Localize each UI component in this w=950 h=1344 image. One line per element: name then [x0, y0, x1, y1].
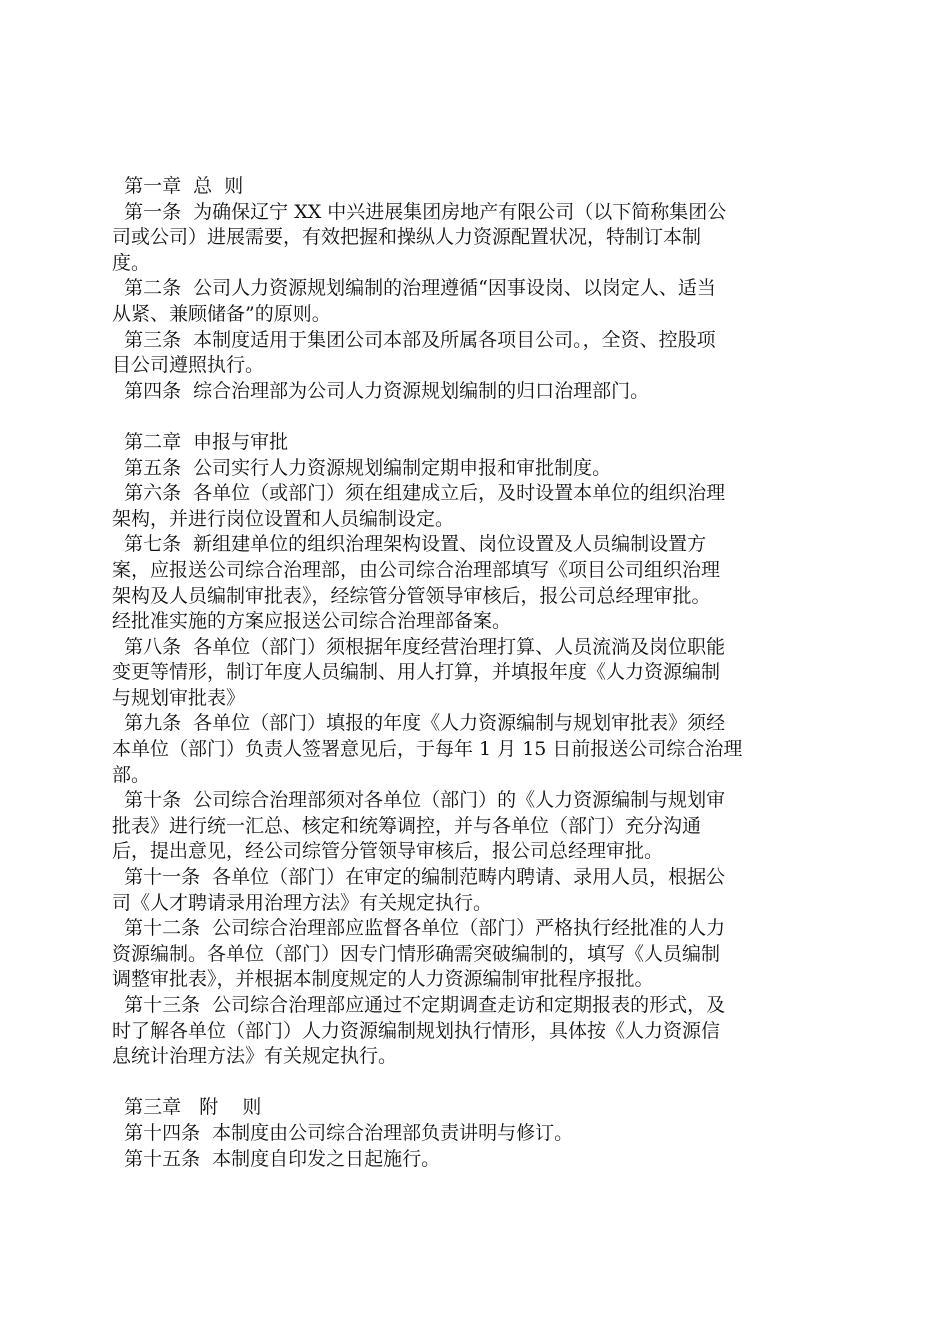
article-3-line-2: 目公司遵照执行。: [112, 354, 265, 377]
article-9-line-1: 第九条 各单位（部门）填报的年度《人力资源编制与规划审批表》须经: [112, 712, 726, 735]
article-11-line-2: 司《人才聘请录用治理方法》有关规定执行。: [112, 891, 493, 914]
article-3-line-1: 第三条 本制度适用于集团公司本部及所属各项目公司。，全资、控股项: [112, 328, 716, 351]
article-9-line-3: 部。: [112, 763, 151, 786]
article-7-line-2: 案，应报送公司综合治理部，由公司综合治理部填写《项目公司组织治理: [112, 558, 721, 581]
article-11-line-1: 第十一条 各单位（部门）在审定的编制范畴内聘请、录用人员，根据公: [112, 866, 726, 889]
article-10-line-1: 第十条 公司综合治理部须对各单位（部门）的《人力资源编制与规划审: [112, 789, 726, 812]
article-12-line-3: 调整审批表》，并根据本制度规定的人力资源编制审批程序报批。: [112, 968, 654, 991]
article-5-line-1: 第五条 公司实行人力资源规划编制定期申报和审批制度。: [112, 456, 612, 479]
article-7-line-3: 架构及人员编制审批表》，经综管分管领导审核后，报公司总经理审批。: [112, 584, 711, 607]
article-6-line-1: 第六条 各单位（或部门）须在组建成立后，及时设置本单位的组织治理: [112, 482, 726, 505]
chapter-3-heading: 第三章 附 则: [112, 1096, 262, 1119]
article-12-line-1: 第十二条 公司综合治理部应监督各单位（部门）严格执行经批准的人力: [112, 917, 726, 940]
article-2-line-2: 从紧、兼顾储备”的原则。: [112, 302, 331, 325]
article-1-line-3: 度。: [112, 251, 151, 274]
article-13-line-2: 时了解各单位（部门）人力资源编制规划执行情形，具体按《人力资源信: [112, 1019, 721, 1042]
article-2-line-1: 第二条 公司人力资源规划编制的治理遵循“因事设岗、以岗定人、适当: [112, 277, 716, 300]
article-10-line-2: 批表》进行统一汇总、核定和统筹调控，并与各单位（部门）充分沟通: [112, 814, 702, 837]
blank-line: [112, 1070, 840, 1096]
article-10-line-3: 后，提出意见，经公司综管分管领导审核后，报公司总经理审批。: [112, 840, 664, 863]
article-7-line-4: 经批准实施的方案应报送公司综合治理部备案。: [112, 610, 512, 633]
article-4-line-1: 第四条 综合治理部为公司人力资源规划编制的归口治理部门。: [112, 379, 650, 402]
article-7-line-1: 第七条 新组建单位的组织治理架构设置、岗位设置及人员编制设置方: [112, 533, 707, 556]
article-1-line-2: 司或公司）进展需要，有效把握和操纵人力资源配置状况，特制订本制: [112, 226, 702, 249]
article-8-line-1: 第八条 各单位（部门）须根据年度经营治理打算、人员流淌及岗位职能: [112, 635, 726, 658]
article-6-line-2: 架构，并进行岗位设置和人员编制设定。: [112, 507, 455, 530]
article-14-line-1: 第十四条 本制度由公司综合治理部负责讲明与修订。: [112, 1121, 574, 1144]
article-8-line-2: 变更等情形，制订年度人员编制、用人打算，并填报年度《人力资源编制: [112, 661, 721, 684]
document-body: [112, 174, 840, 1172]
chapter-2-heading: 第二章 申报与审批: [112, 430, 289, 453]
article-13-line-3: 息统计治理方法》有关规定执行。: [112, 1045, 398, 1068]
article-1-line-1: 第一条 为确保辽宁 XX 中兴进展集团房地产有限公司（以下简称集团公: [112, 200, 727, 223]
article-12-line-2: 资源编制。各单位（部门）因专门情形确需突破编制的，填写《人员编制: [112, 942, 721, 965]
article-13-line-1: 第十三条 公司综合治理部应通过不定期调查走访和定期报表的形式，及: [112, 994, 726, 1016]
chapter-1-heading: 第一章 总 则: [112, 175, 244, 197]
article-15-line-1: 第十五条 本制度自印发之日起施行。: [112, 1147, 441, 1170]
article-9-line-2: 本单位（部门）负责人签署意见后，于每年 1 月 15 日前报送公司综合治理: [112, 738, 743, 761]
blank-line: [112, 404, 840, 430]
article-8-line-3: 与规划审批表》: [112, 686, 246, 709]
